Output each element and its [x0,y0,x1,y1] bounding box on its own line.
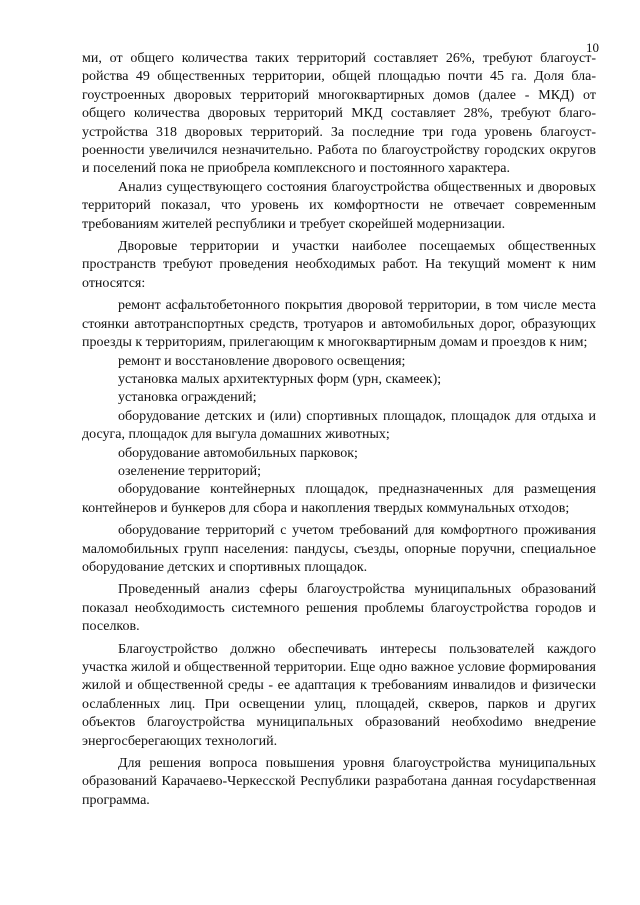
list-item-fences: установка ограждений; [118,390,257,406]
list-item-accessibility: оборудование территорий с учетом требований для комфортного проживания маломобильных групп населения: пандусы, съезды, опорные поручни, специальное оборудование детских и спортивных площадок. [82,523,596,575]
paragraph-user-interests: Благоустройство должно обеспечивать интересы пользователей каждого участка жилой и общественной территории. Еще одно важное условие формирования жилой и общественной среды - ее адаптация к требованиям инвалидов и физически ослабленных лиц. При освещении улиц, площадей, скверов, парков и других объектов благоустройства муниципальных образований необхоdимо внедрение энергосберегающих технологий. [82,641,596,749]
list-item-asphalt-repair: ремонт асфальтобетонного покрытия дворовой территории, в том числе места стоянки автотранспортных средств, тротуаров и автомобильных дорог, образующих проезды к территориям, прилегающим к многоквартирным домам и проездов к ним; [82,298,596,351]
body-text [82,50,596,810]
paragraph-continuation: ми, от общего количества таких территорий составляет 26%, требуют благоустройства 49 общественных территории, общей площадью почти 45 га. Доля благоустроенных дворовых территорий многоквартирных домов (далее - МКД) от общего количества дворовых территорий МКД составляет 28%, требуют благоустройства 318 дворовых территорий. За последние три года уровень благоустроенности увеличился незначительно. Работа по благоустройству городских округов и поселений пока не приобрела комплексного и постоянного характера. [82,51,596,177]
list-item-containers: оборудование контейнерных площадок, предназначенных для размещения контейнеров и бункеров для сбора и накопления твердых коммунальных отходов; [82,482,596,516]
paragraph-program: Для решения вопроса повышения уровня благоустройства муниципальных образований Карачаево-Черкесской Республики разработана данная госуdарственная программа. [82,756,596,808]
paragraph-analysis-result: Проведенный анализ сферы благоустройства муниципальных образований показал необходимость системного решения проблемы благоустройства городов и поселков. [82,582,596,635]
list-item-small-forms: установка малых архитектурных форм (урн, скамеек); [118,371,442,387]
page-number: 10 [586,40,599,55]
list-item-playgrounds: оборудование детских и (или) спортивных площадок, площадок для отдыха и досуга, площадок для выгула домашних животных; [82,408,596,443]
list-item-lighting: ремонт и восстановление дворового освещения; [118,353,406,369]
paragraph-works-intro: Дворовые территории и участки наиболее посещаемых общественных пространств требуют проведения необходимых работ. На текущий момент к ним относятся: [82,239,596,291]
list-item-greening: озеленение территорий; [118,463,261,479]
list-item-parking: оборудование автомобильных парковок; [118,445,358,461]
paragraph-analysis: Анализ существующего состояния благоустройства общественных и дворовых территорий показал, что уровень их комфортности не отвечает современным требованиям жителей республики и требует скорейшей модернизации. [82,179,596,232]
